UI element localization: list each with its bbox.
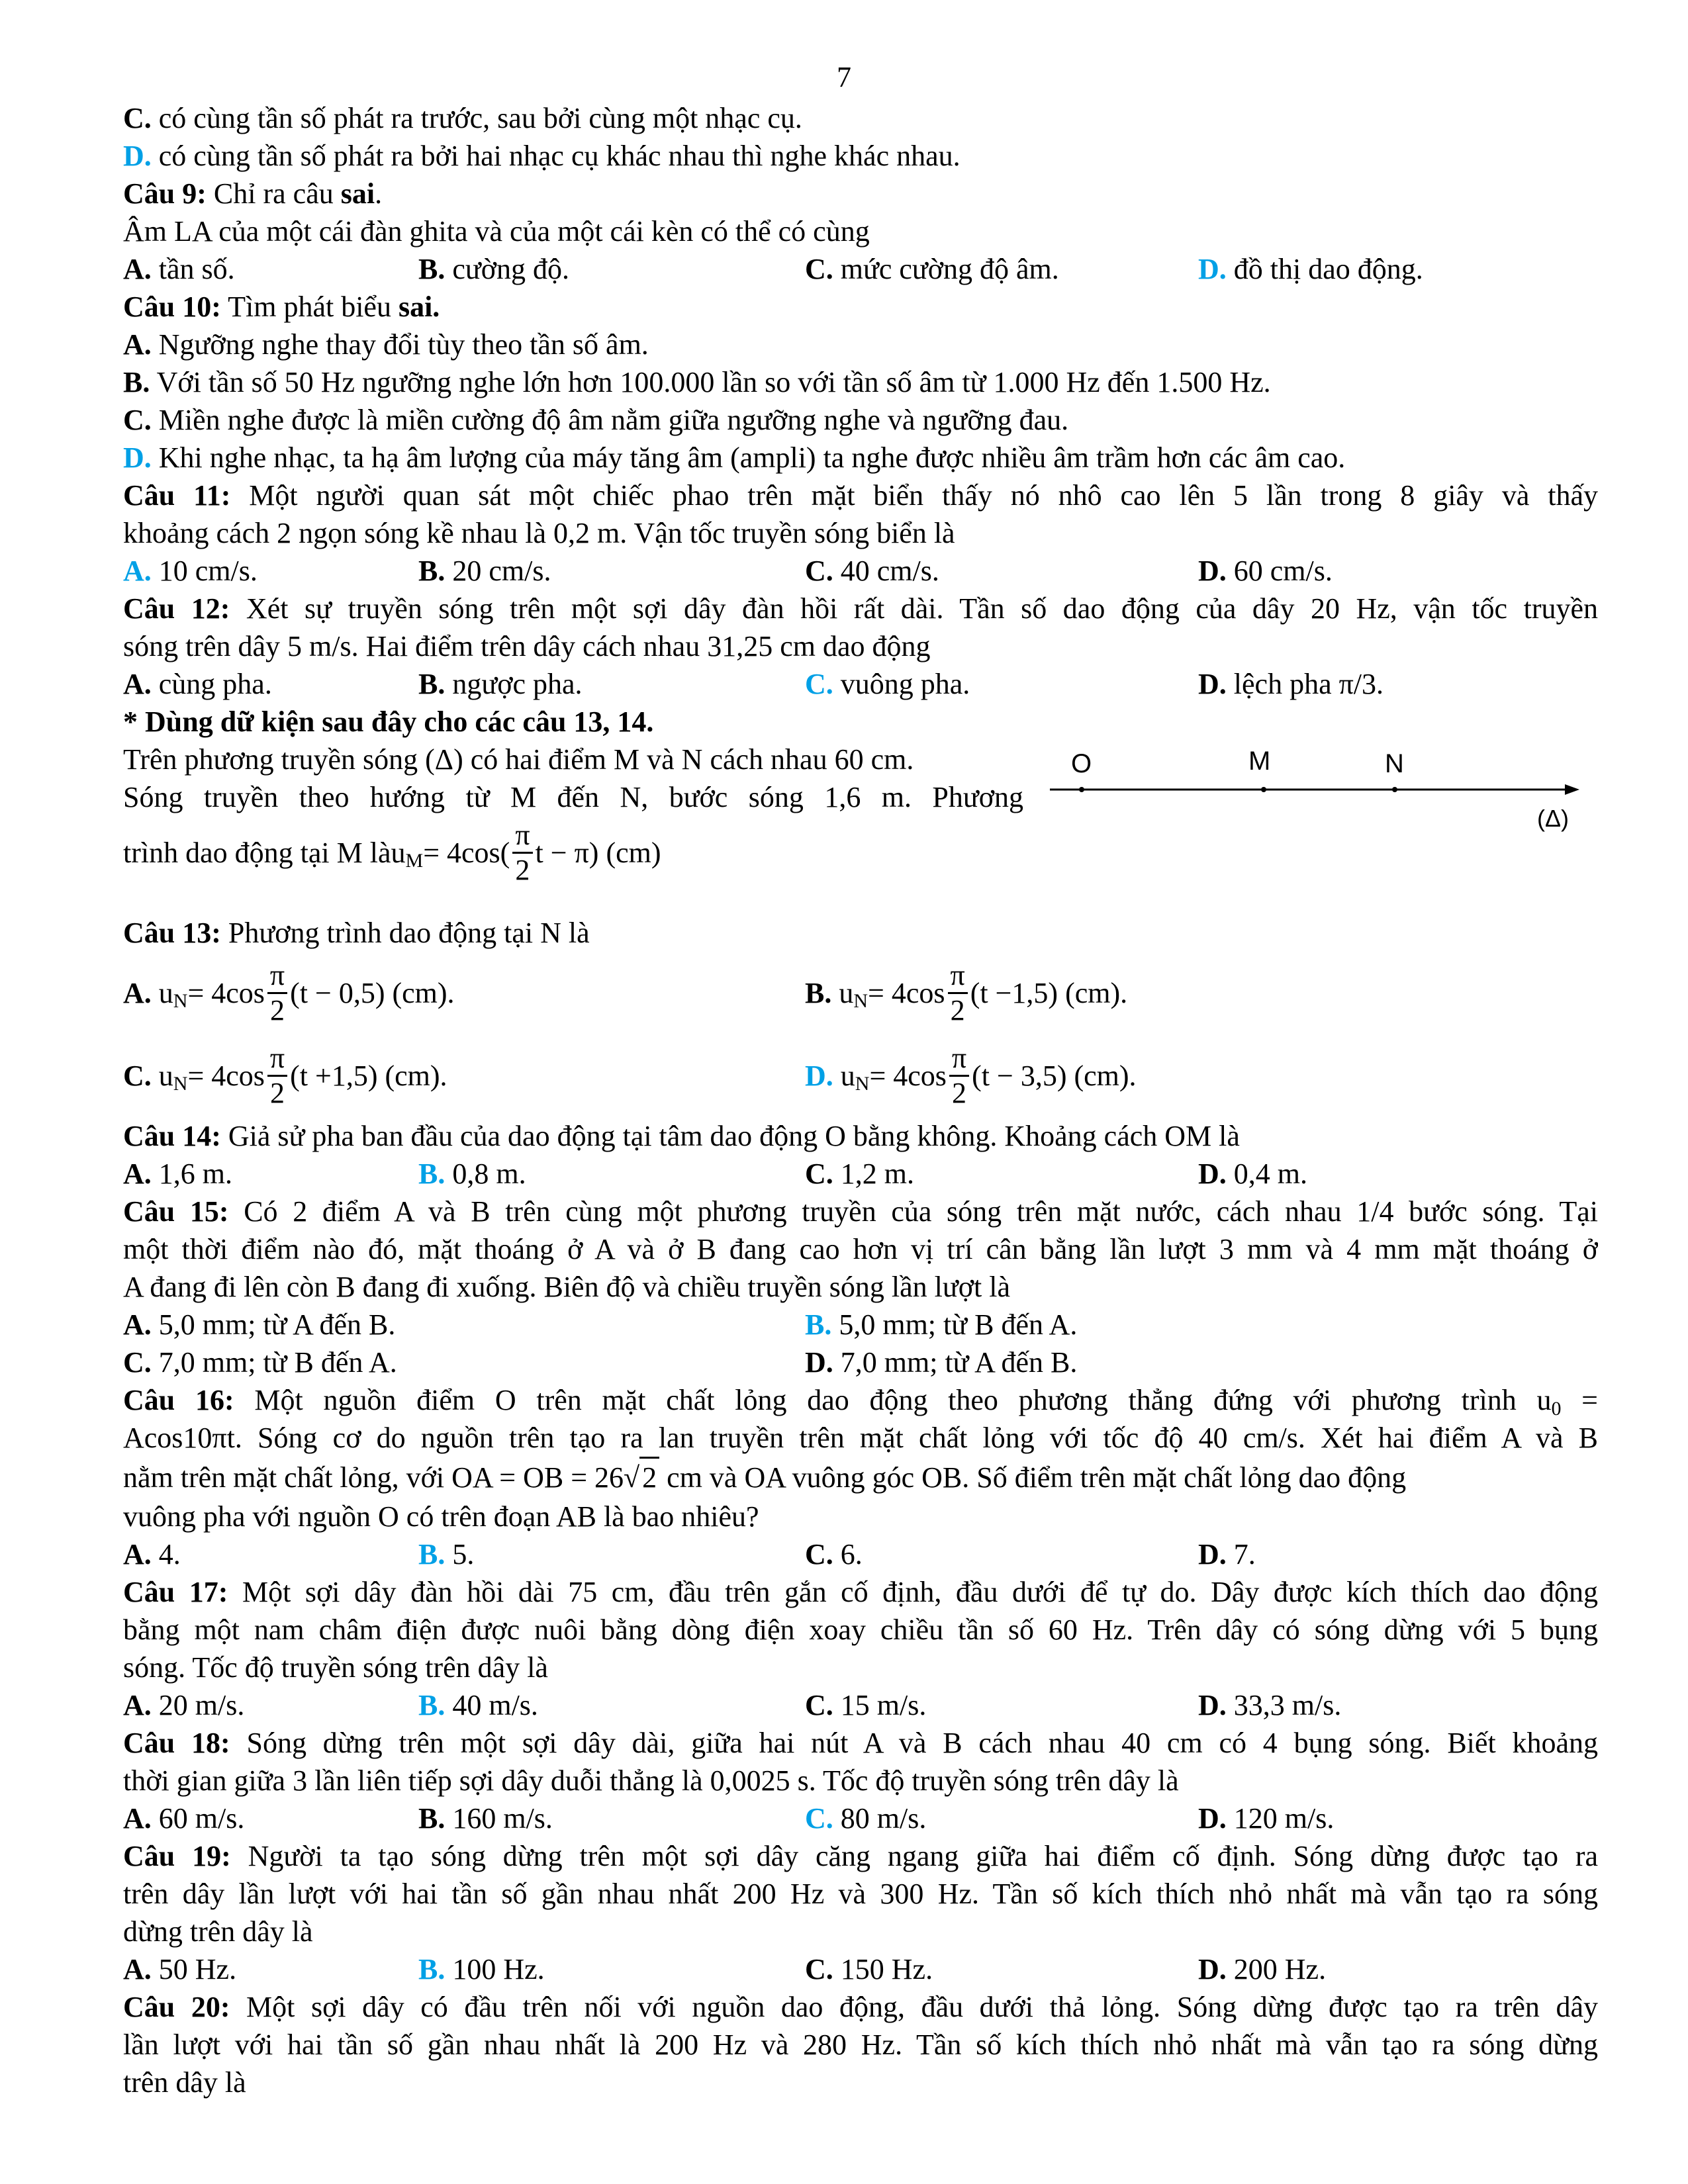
option-label: D. bbox=[1198, 1538, 1227, 1570]
fraction bbox=[267, 959, 287, 1027]
question-15 bbox=[123, 1193, 1598, 1230]
question-text: Một nguồn điểm O trên mặt chất lỏng dao động theo phương thẳng đứng với phương trình u bbox=[234, 1384, 1552, 1416]
option-label: A. bbox=[123, 1308, 152, 1341]
eq-subscript: 0 bbox=[1551, 1398, 1562, 1419]
option-text: 0,8 m. bbox=[445, 1158, 526, 1190]
fraction-denominator: 2 bbox=[270, 994, 285, 1026]
question-15-options-row-1 bbox=[123, 1306, 1598, 1343]
question-12-cont: sóng trên dây 5 m/s. Hai điểm trên dây cách nhau 31,25 cm dao động bbox=[123, 630, 931, 662]
option-label: D. bbox=[1198, 555, 1227, 587]
option-label: C. bbox=[805, 555, 833, 587]
option-a bbox=[123, 250, 418, 288]
option-text: 40 m/s. bbox=[445, 1689, 538, 1721]
option-label: C. bbox=[805, 253, 833, 285]
question-text: nằm trên mặt chất lỏng, với OA = OB = 26 bbox=[123, 1461, 624, 1494]
question-17-cont: bằng một nam châm điện được nuôi bằng dòng điện xoay chiều tần số 60 Hz. Trên dây có sóng dừng với 5 bụng bbox=[123, 1614, 1598, 1646]
question-16-cont-3: vuông pha với nguồn O có trên đoạn AB là bao nhiêu? bbox=[123, 1500, 759, 1533]
point-O-dot bbox=[1079, 787, 1084, 792]
option-label-correct: D. bbox=[805, 1060, 833, 1092]
fraction bbox=[948, 959, 968, 1027]
option-c bbox=[805, 552, 1198, 590]
question-text: Chỉ ra câu bbox=[206, 177, 341, 210]
option-c bbox=[805, 1535, 1198, 1573]
shared-text bbox=[123, 741, 1023, 889]
option-c bbox=[805, 250, 1198, 288]
question-15-cont-2: A đang đi lên còn B đang đi xuống. Biên độ và chiều truyền sóng lần lượt là bbox=[123, 1271, 1011, 1303]
option-label: C. bbox=[805, 1538, 833, 1570]
option-label: C. bbox=[805, 1953, 833, 1985]
question-text: Xét sự truyền sóng trên một sợi dây đàn hồi rất dài. Tần số dao động của dây 20 Hz, vận tốc truyền bbox=[230, 592, 1598, 625]
option-label: A. bbox=[123, 1538, 152, 1570]
option-d bbox=[1198, 1799, 1595, 1837]
question-10 bbox=[123, 288, 1598, 326]
question-20 bbox=[123, 1988, 1598, 2026]
eq-text: (t −1,5) (cm). bbox=[970, 977, 1128, 1009]
eq-symbol: u bbox=[391, 836, 406, 869]
question-16 bbox=[123, 1381, 1598, 1419]
option-a bbox=[123, 552, 418, 590]
option-text: 5,0 mm; từ B đến A. bbox=[831, 1308, 1078, 1341]
option-d bbox=[1198, 1950, 1595, 1988]
option-d bbox=[1198, 665, 1595, 703]
question-text: = bbox=[1561, 1384, 1598, 1416]
option-text: Ngưỡng nghe thay đổi tùy theo tần số âm. bbox=[151, 328, 649, 361]
option-label: D. bbox=[805, 1346, 833, 1379]
question-text: Một sợi dây có đầu trên nối với nguồn dao động, đầu dưới thả lỏng. Sóng dừng được tạo ra trên dây bbox=[230, 1991, 1598, 2023]
question-label: Câu 16: bbox=[123, 1384, 234, 1416]
label-axis: (Δ) bbox=[1537, 805, 1570, 832]
fraction-numerator: π bbox=[949, 1042, 969, 1077]
question-19-options bbox=[123, 1950, 1598, 1988]
sqrt-expression bbox=[624, 1457, 659, 1496]
option-label: D. bbox=[1198, 1802, 1227, 1835]
question-label: Câu 14: bbox=[123, 1120, 221, 1152]
option-text: 7. bbox=[1226, 1538, 1256, 1570]
option-label-correct: B. bbox=[418, 1538, 445, 1570]
option-text: 60 m/s. bbox=[151, 1802, 245, 1835]
fraction-numerator: π bbox=[948, 959, 968, 994]
option-text: có cùng tần số phát ra bởi hai nhạc cụ khác nhau thì nghe khác nhau. bbox=[151, 140, 961, 172]
question-label: Câu 11: bbox=[123, 479, 231, 512]
option-text: tần số. bbox=[151, 253, 235, 285]
option-label: A. bbox=[123, 328, 152, 361]
question-text: Một sợi dây đàn hồi dài 75 cm, đầu trên gắn cố định, đầu dưới để tự do. Dây được kích thích dao động bbox=[228, 1576, 1598, 1608]
question-12-options bbox=[123, 665, 1598, 703]
option-text: vuông pha. bbox=[833, 668, 970, 700]
option-label: C. bbox=[123, 1060, 152, 1092]
option-label: B. bbox=[418, 668, 445, 700]
option-label: B. bbox=[418, 555, 445, 587]
option-text: 5,0 mm; từ A đến B. bbox=[151, 1308, 396, 1341]
option-a bbox=[123, 959, 805, 1027]
point-M-dot bbox=[1261, 787, 1266, 792]
option-c bbox=[805, 1799, 1198, 1837]
option-text: 40 cm/s. bbox=[833, 555, 939, 587]
option-label: D. bbox=[1198, 1158, 1227, 1190]
option-label-correct: D. bbox=[123, 140, 152, 172]
question-12 bbox=[123, 590, 1598, 627]
eq-subscript: N bbox=[173, 990, 188, 1012]
question-text: Có 2 điểm A và B trên cùng một phương truyền của sóng trên mặt nước, cách nhau 1/4 bước sóng. Tại bbox=[228, 1195, 1598, 1228]
question-text: Tìm phát biểu bbox=[220, 291, 399, 323]
option-b bbox=[418, 665, 805, 703]
page-number: 7 bbox=[837, 61, 851, 93]
option-label-correct: D. bbox=[1198, 253, 1227, 285]
option-label: A. bbox=[123, 1802, 152, 1835]
shared-heading: * Dùng dữ kiện sau đây cho các câu 13, 14. bbox=[123, 705, 654, 738]
question-20-cont: lần lượt với hai tần số gần nhau nhất là 200 Hz và 280 Hz. Tần số kích thích nhỏ nhất mà vẫn tạo ra sóng dừng bbox=[123, 2028, 1598, 2061]
shared-line-2: Sóng truyền theo hướng từ M đến N, bước sóng 1,6 m. Phương bbox=[123, 781, 1023, 813]
question-label: Câu 10: bbox=[123, 291, 221, 323]
question-label: Câu 15: bbox=[123, 1195, 229, 1228]
question-14 bbox=[123, 1117, 1598, 1155]
option-text: 200 Hz. bbox=[1226, 1953, 1327, 1985]
option-text: 100 Hz. bbox=[445, 1953, 545, 1985]
question-9-options bbox=[123, 250, 1598, 288]
option-text: 7,0 mm; từ A đến B. bbox=[833, 1346, 1078, 1379]
option-label: B. bbox=[123, 366, 150, 398]
option-text: 20 cm/s. bbox=[445, 555, 551, 587]
fraction-numerator: π bbox=[512, 819, 532, 854]
option-d bbox=[1198, 250, 1595, 288]
fraction bbox=[949, 1042, 969, 1110]
option-c bbox=[123, 1042, 805, 1110]
option-a bbox=[123, 1306, 805, 1343]
option-c bbox=[123, 401, 1598, 439]
question-11 bbox=[123, 477, 1598, 514]
option-text: 15 m/s. bbox=[833, 1689, 927, 1721]
fraction-numerator: π bbox=[267, 959, 287, 994]
option-label: A. bbox=[123, 1158, 152, 1190]
question-text: Sóng dừng trên một sợi dây dài, giữa hai nút A và B cách nhau 40 cm có 4 bụng sóng. Biết khoảng bbox=[230, 1727, 1598, 1759]
eq-text: (t +1,5) (cm). bbox=[290, 1060, 447, 1092]
option-text: 7,0 mm; từ B đến A. bbox=[151, 1346, 397, 1379]
question-label: Câu 20: bbox=[123, 1991, 230, 2023]
option-label: D. bbox=[1198, 1953, 1227, 1985]
question-15-options-row-2 bbox=[123, 1343, 1598, 1381]
fraction-numerator: π bbox=[267, 1042, 287, 1077]
option-text: cường độ. bbox=[445, 253, 570, 285]
question-label: Câu 18: bbox=[123, 1727, 230, 1759]
question-text: . bbox=[375, 177, 383, 210]
question-emphasis: sai bbox=[340, 177, 375, 210]
question-13-options-row-1 bbox=[123, 952, 1598, 1034]
option-text: 160 m/s. bbox=[445, 1802, 553, 1835]
question-18-cont: thời gian giữa 3 lần liên tiếp sợi dây duỗi thẳng là 0,0025 s. Tốc độ truyền sóng trên dây là bbox=[123, 1764, 1179, 1797]
option-label: A. bbox=[123, 977, 152, 1009]
label-O: O bbox=[1071, 749, 1092, 778]
option-text: 20 m/s. bbox=[151, 1689, 245, 1721]
question-18 bbox=[123, 1724, 1598, 1762]
option-label: A. bbox=[123, 1689, 152, 1721]
option-c bbox=[805, 665, 1198, 703]
option-a bbox=[123, 1155, 418, 1193]
fraction-denominator: 2 bbox=[515, 853, 530, 886]
option-d bbox=[1198, 1686, 1595, 1724]
question-13-options-row-2 bbox=[123, 1034, 1598, 1117]
question-text: Phương trình dao động tại N là bbox=[220, 917, 590, 949]
option-d bbox=[123, 439, 1598, 477]
exam-content bbox=[123, 99, 1598, 2101]
question-label: Câu 9: bbox=[123, 177, 207, 210]
option-c bbox=[123, 1343, 805, 1381]
eq-text: = 4cos bbox=[187, 1060, 265, 1092]
eq-symbol: u bbox=[158, 977, 173, 1009]
axis-arrowhead bbox=[1565, 784, 1579, 795]
question-17-options bbox=[123, 1686, 1598, 1724]
fraction bbox=[512, 819, 532, 887]
point-N-dot bbox=[1392, 787, 1397, 792]
eq-text: t − π) (cm) bbox=[535, 836, 661, 869]
option-d bbox=[1198, 1535, 1595, 1573]
question-16-cont: Acos10πt. Sóng cơ do nguồn trên tạo ra lan truyền trên mặt chất lỏng với tốc độ 40 cm/s. Xét hai điểm A và B bbox=[123, 1422, 1598, 1454]
fraction-denominator: 2 bbox=[952, 1077, 967, 1109]
option-c bbox=[805, 1686, 1198, 1724]
sqrt-radicand: 2 bbox=[639, 1457, 659, 1496]
option-a bbox=[123, 1686, 418, 1724]
question-11-options bbox=[123, 552, 1598, 590]
option-text: có cùng tần số phát ra trước, sau bởi cùng một nhạc cụ. bbox=[151, 102, 802, 134]
eq-text: = 4cos bbox=[869, 1060, 947, 1092]
option-label-correct: B. bbox=[418, 1158, 445, 1190]
option-label: B. bbox=[418, 1802, 445, 1835]
question-17 bbox=[123, 1573, 1598, 1611]
question-19 bbox=[123, 1837, 1598, 1875]
option-text: mức cường độ âm. bbox=[833, 253, 1059, 285]
option-text: 6. bbox=[833, 1538, 863, 1570]
question-text: Một người quan sát một chiếc phao trên mặt biển thấy nó nhô cao lên 5 lần trong 8 giây và thấy bbox=[230, 479, 1598, 512]
option-b bbox=[418, 1950, 805, 1988]
option-b bbox=[805, 959, 1487, 1027]
option-text: Khi nghe nhạc, ta hạ âm lượng của máy tăng âm (ampli) ta nghe được nhiều âm trầm hơn các âm cao. bbox=[151, 441, 1346, 474]
option-text: 80 m/s. bbox=[833, 1802, 927, 1835]
option-label-correct: A. bbox=[123, 555, 152, 587]
question-19-cont-2: dừng trên dây là bbox=[123, 1915, 313, 1948]
option-a bbox=[123, 665, 418, 703]
question-19-cont: trên dây lần lượt với hai tần số gần nhau nhất 200 Hz và 300 Hz. Tần số kích thích nhỏ nhất mà vẫn tạo ra sóng bbox=[123, 1878, 1598, 1910]
equation-uM bbox=[391, 819, 661, 887]
option-a bbox=[123, 326, 1598, 363]
question-18-options bbox=[123, 1799, 1598, 1837]
fraction-denominator: 2 bbox=[950, 994, 965, 1026]
option-text: 150 Hz. bbox=[833, 1953, 933, 1985]
option-label: A. bbox=[123, 1953, 152, 1985]
option-c bbox=[805, 1950, 1198, 1988]
option-d bbox=[805, 1042, 1487, 1110]
question-label: Câu 12: bbox=[123, 592, 230, 625]
option-label-correct: B. bbox=[805, 1308, 832, 1341]
shared-equation-line bbox=[123, 816, 1023, 889]
eq-symbol: u bbox=[839, 977, 854, 1009]
option-label: C. bbox=[123, 404, 152, 436]
option-text: 4. bbox=[151, 1538, 181, 1570]
eq-symbol: u bbox=[840, 1060, 855, 1092]
prev-option-c bbox=[123, 99, 1598, 137]
shared-line-3: trình dao động tại M là bbox=[123, 836, 391, 869]
question-label: Câu 19: bbox=[123, 1840, 231, 1872]
label-N: N bbox=[1385, 749, 1404, 778]
prev-option-d bbox=[123, 137, 1598, 175]
option-text: 120 m/s. bbox=[1226, 1802, 1335, 1835]
option-text: lệch pha π/3. bbox=[1226, 668, 1384, 700]
question-11-cont: khoảng cách 2 ngọn sóng kề nhau là 0,2 m. Vận tốc truyền sóng biển là bbox=[123, 517, 955, 549]
option-text: 50 Hz. bbox=[151, 1953, 237, 1985]
wave-axis-figure bbox=[1050, 741, 1619, 866]
option-label: B. bbox=[418, 253, 445, 285]
option-a bbox=[123, 1799, 418, 1837]
option-label: C. bbox=[123, 102, 152, 134]
label-M: M bbox=[1248, 747, 1271, 776]
option-text: 10 cm/s. bbox=[151, 555, 258, 587]
fraction bbox=[267, 1042, 287, 1110]
option-d bbox=[1198, 552, 1595, 590]
option-b bbox=[418, 250, 805, 288]
option-b bbox=[123, 363, 1598, 401]
question-9-stem: Âm LA của một cái đàn ghita và của một cái kèn có thể có cùng bbox=[123, 215, 870, 248]
option-text: Miền nghe được là miền cường độ âm nằm giữa ngưỡng nghe và ngưỡng đau. bbox=[151, 404, 1069, 436]
question-emphasis: sai. bbox=[398, 291, 440, 323]
eq-text: (t − 0,5) (cm). bbox=[290, 977, 455, 1009]
option-b bbox=[805, 1306, 1487, 1343]
option-label: D. bbox=[1198, 1689, 1227, 1721]
option-a bbox=[123, 1950, 418, 1988]
eq-symbol: u bbox=[158, 1060, 173, 1092]
option-label: C. bbox=[123, 1346, 152, 1379]
question-16-options bbox=[123, 1535, 1598, 1573]
option-text: 0,4 m. bbox=[1226, 1158, 1308, 1190]
option-label-correct: C. bbox=[805, 668, 833, 700]
fraction-denominator: 2 bbox=[270, 1077, 285, 1109]
shared-line-1: Trên phương truyền sóng (Δ) có hai điểm M và N cách nhau 60 cm. bbox=[123, 743, 914, 776]
sqrt-symbol: √ bbox=[624, 1461, 640, 1494]
option-text: 60 cm/s. bbox=[1226, 555, 1333, 587]
question-15-cont: một thời điểm nào đó, mặt thoáng ở A và ở B đang cao hơn vị trí cân bằng lần lượt 3 mm và 4 mm mặt thoáng ở bbox=[123, 1233, 1598, 1265]
option-label-correct: D. bbox=[123, 441, 152, 474]
option-text: đồ thị dao động. bbox=[1226, 253, 1423, 285]
option-label: B. bbox=[805, 977, 832, 1009]
option-label: C. bbox=[805, 1689, 833, 1721]
option-c bbox=[805, 1155, 1198, 1193]
option-label-correct: B. bbox=[418, 1689, 445, 1721]
question-17-cont-2: sóng. Tốc độ truyền sóng trên dây là bbox=[123, 1651, 548, 1684]
question-label: Câu 13: bbox=[123, 917, 221, 949]
question-label: Câu 17: bbox=[123, 1576, 228, 1608]
question-text: Người ta tạo sóng dừng trên một sợi dây căng ngang giữa hai điểm cố định. Sóng dừng được tạo ra bbox=[230, 1840, 1598, 1872]
option-b bbox=[418, 1155, 805, 1193]
option-text: 5. bbox=[445, 1538, 475, 1570]
eq-subscript: N bbox=[173, 1073, 188, 1095]
eq-text: = 4cos bbox=[868, 977, 945, 1009]
shared-block bbox=[123, 741, 1598, 914]
option-text: cùng pha. bbox=[151, 668, 272, 700]
option-text: 33,3 m/s. bbox=[1226, 1689, 1342, 1721]
question-16-cont-2 bbox=[123, 1457, 1598, 1498]
option-label: A. bbox=[123, 668, 152, 700]
option-b bbox=[418, 552, 805, 590]
question-13 bbox=[123, 914, 1598, 952]
eq-subscript: M bbox=[405, 849, 424, 872]
eq-text: = 4cos bbox=[187, 977, 265, 1009]
question-text: Giả sử pha ban đầu của dao động tại tâm dao động O bằng không. Khoảng cách OM là bbox=[220, 1120, 1240, 1152]
option-text: ngược pha. bbox=[445, 668, 583, 700]
option-text: Với tần số 50 Hz ngưỡng nghe lớn hơn 100.000 lần so với tần số âm từ 1.000 Hz đến 1.500 Hz. bbox=[150, 366, 1271, 398]
option-a bbox=[123, 1535, 418, 1573]
option-d bbox=[805, 1343, 1487, 1381]
option-b bbox=[418, 1799, 805, 1837]
option-text: 1,6 m. bbox=[151, 1158, 233, 1190]
option-b bbox=[418, 1535, 805, 1573]
eq-subscript: N bbox=[855, 1073, 870, 1095]
eq-text: (t − 3,5) (cm). bbox=[972, 1060, 1137, 1092]
eq-text: = 4cos( bbox=[423, 836, 510, 869]
question-20-cont-2: trên dây là bbox=[123, 2066, 246, 2099]
option-text: 1,2 m. bbox=[833, 1158, 915, 1190]
option-label-correct: C. bbox=[805, 1802, 833, 1835]
option-label-correct: B. bbox=[418, 1953, 445, 1985]
option-label: A. bbox=[123, 253, 152, 285]
option-d bbox=[1198, 1155, 1595, 1193]
option-label: D. bbox=[1198, 668, 1227, 700]
question-14-options bbox=[123, 1155, 1598, 1193]
question-9 bbox=[123, 175, 1598, 212]
option-b bbox=[418, 1686, 805, 1724]
option-label: C. bbox=[805, 1158, 833, 1190]
question-text: cm và OA vuông góc OB. Số điểm trên mặt chất lỏng dao động bbox=[659, 1461, 1407, 1494]
eq-subscript: N bbox=[853, 990, 868, 1012]
